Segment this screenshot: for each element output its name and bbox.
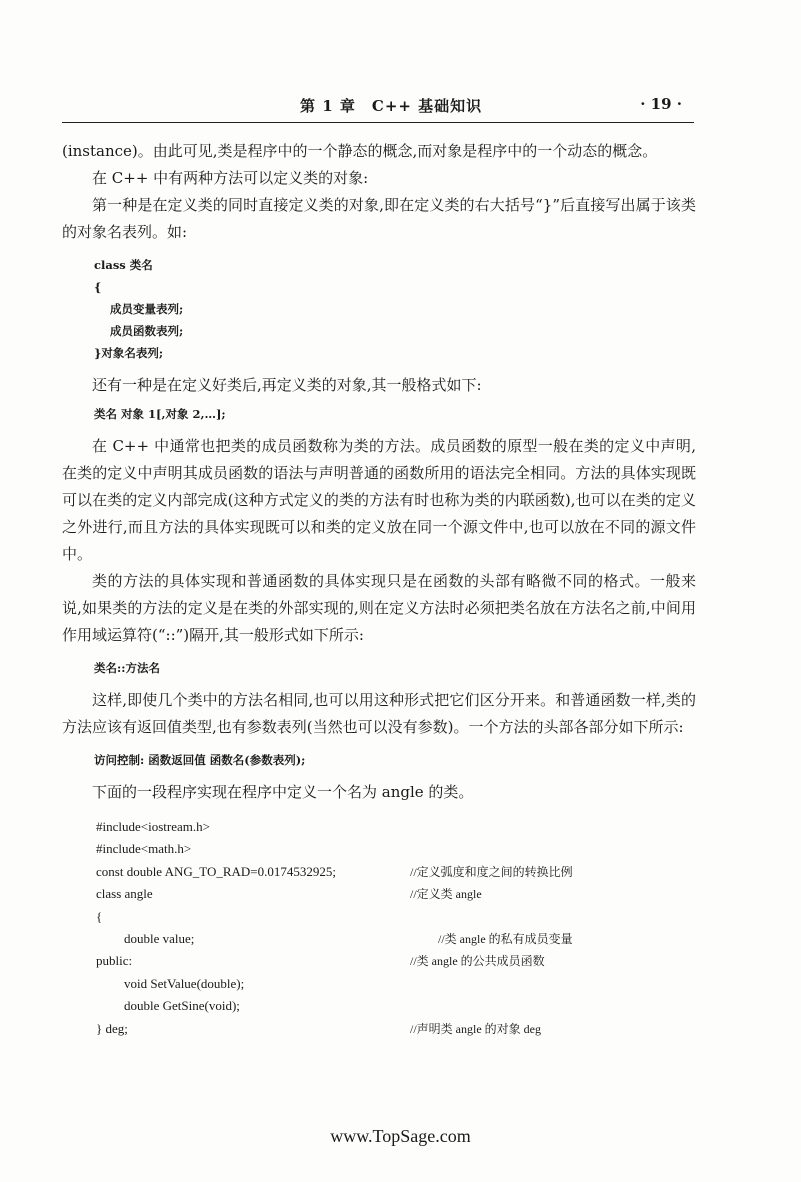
paragraph-2: 在 C++ 中有两种方法可以定义类的对象: [92,169,369,187]
code-block-object-syntax [62,403,696,425]
code-line: { [94,280,102,294]
code-comment: //定义类 angle [410,887,482,902]
code-line [96,883,696,905]
footer-website: www.TopSage.com [330,1126,471,1146]
code-text: double value; [124,931,195,947]
code-text: #include<math.h> [96,841,192,857]
code-line [96,906,696,928]
chapter-title: 第 1 章 C++ 基础知识 [300,97,483,115]
running-header [62,92,694,123]
code-comment: //类 angle 的公共成员函数 [410,954,545,969]
code-block-class-syntax [62,254,696,364]
code-line [96,861,696,883]
paragraph-5: 在 C++ 中通常也把类的成员函数称为类的方法。成员函数的原型一般在类的定义中声明,在类的定义中声明其成员函数的语法与声明普通的函数所用的语法完全相同。方法的具体实现既可以在类的定义内部完成(这种方式定义的类的方法有时也称为类的内联函数),也可以在类的定义之外进行,而且方法的具体实现既可以和类的定义放在同一个源文件中,也可以放在不同的源文件中。 [62,437,696,563]
code-line: 类名 对象 1[,对象 2,…]; [94,407,226,421]
paragraph-8: 下面的一段程序实现在程序中定义一个名为 angle 的类。 [92,783,474,801]
code-comment: //类 angle 的私有成员变量 [438,932,573,947]
code-line: 成员函数表列; [110,324,184,338]
code-text: class angle [96,886,153,902]
code-line [96,973,696,995]
page-number: · 19 · [640,95,682,113]
paragraph-6: 类的方法的具体实现和普通函数的具体实现只是在函数的头部有略微不同的格式。一般来说,如果类的方法的定义是在类的外部实现的,则在定义方法时必须把类名放在方法名之前,中间用作用域运算符(“::”)隔开,其一般形式如下所示: [62,572,696,644]
code-text: public: [96,953,133,969]
code-comment: //定义弧度和度之间的转换比例 [410,864,573,879]
code-line: 成员变量表列; [110,302,184,316]
code-line: class 类名 [94,258,153,272]
code-text: const double ANG_TO_RAD=0.0174532925; [96,863,337,879]
paragraph-7: 这样,即使几个类中的方法名相同,也可以用这种形式把它们区分开来。和普通函数一样,类的方法应该有返回值类型,也有参数表列(当然也可以没有参数)。一个方法的头部各部分如下所示: [62,691,696,736]
program-listing [62,816,696,1040]
paragraph-4: 还有一种是在定义好类后,再定义类的对象,其一般格式如下: [92,376,482,394]
code-text: double GetSine(void); [124,998,240,1014]
code-text: { [96,908,103,924]
code-line [96,995,696,1017]
code-line [96,928,696,950]
paragraph-3: 第一种是在定义类的同时直接定义类的对象,即在定义类的右大括号“}”后直接写出属于该类的对象名表列。如: [62,196,696,241]
code-block-method-header [62,749,696,771]
code-line: 访问控制: 函数返回值 函数名(参数表列); [94,753,306,767]
code-line [96,1018,696,1040]
code-block-scope-syntax [62,657,696,679]
code-line: 类名::方法名 [94,661,160,675]
code-line [96,950,696,972]
paragraph-1: (instance)。由此可见,类是程序中的一个静态的概念,而对象是程序中的一个动态的概念。 [62,142,658,160]
page-body [62,138,696,1040]
code-text: void SetValue(double); [124,975,245,991]
code-comment: //声明类 angle 的对象 deg [410,1021,541,1036]
code-text: #include<iostream.h> [96,819,210,834]
code-text: } deg; [96,1020,128,1036]
code-line [96,816,696,838]
code-line [96,838,696,860]
code-line: }对象名表列; [94,346,164,360]
